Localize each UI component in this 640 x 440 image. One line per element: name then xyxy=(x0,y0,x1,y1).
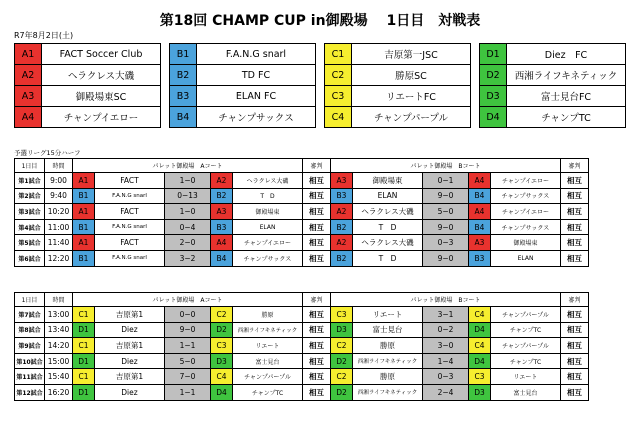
referee: 相互 xyxy=(303,353,331,369)
group-team: ELAN FC xyxy=(197,86,316,107)
team-name: F.A.N.G snarl xyxy=(95,250,165,266)
team-name: チャンプサックス xyxy=(491,188,561,204)
header-court-a: パレット御殿場 Aコート xyxy=(73,293,303,307)
match-time: 13:40 xyxy=(45,322,73,338)
team-code: A3 xyxy=(211,204,233,220)
group-team: 御殿場東SC xyxy=(42,86,161,107)
match-row xyxy=(15,250,589,266)
match-score: 9−0 xyxy=(423,250,469,266)
match-time: 16:20 xyxy=(45,384,73,400)
team-code: C3 xyxy=(469,369,491,385)
spacer xyxy=(316,107,325,128)
team-code: D2 xyxy=(211,322,233,338)
match-row xyxy=(15,235,589,251)
team-code: C1 xyxy=(73,338,95,354)
team-code: A3 xyxy=(331,173,353,189)
match-row xyxy=(15,384,589,400)
match-score: 9−0 xyxy=(423,219,469,235)
team-name: 富士見台 xyxy=(233,353,303,369)
group-row xyxy=(15,44,626,65)
team-name: ヘラクレス大磯 xyxy=(353,204,423,220)
group-team: チャンプサックス xyxy=(197,107,316,128)
team-name: FACT xyxy=(95,173,165,189)
team-name: ELAN xyxy=(233,219,303,235)
team-code: A1 xyxy=(73,173,95,189)
header-time: 時間 xyxy=(45,293,73,307)
team-name: F.A.N.G snarl xyxy=(95,219,165,235)
team-code: C1 xyxy=(73,369,95,385)
match-score: 0−4 xyxy=(165,219,211,235)
spacer xyxy=(161,44,170,65)
match-score: 3−2 xyxy=(165,250,211,266)
match-time: 11:40 xyxy=(45,235,73,251)
match-score: 9−0 xyxy=(423,188,469,204)
match-row xyxy=(15,353,589,369)
group-team: 勝原SC xyxy=(352,65,471,86)
group-table xyxy=(14,43,626,128)
group-code: A4 xyxy=(15,107,42,128)
team-code: D1 xyxy=(73,353,95,369)
team-name: チャンプサックス xyxy=(491,219,561,235)
team-code: C4 xyxy=(469,338,491,354)
referee: 相互 xyxy=(303,173,331,189)
referee: 相互 xyxy=(561,338,589,354)
team-name: ヘラクレス大磯 xyxy=(233,173,303,189)
team-name: 吉原第1 xyxy=(95,338,165,354)
header-day: 1日目 xyxy=(15,159,45,173)
match-score: 2−4 xyxy=(423,384,469,400)
team-code: D4 xyxy=(211,384,233,400)
format-note: 予選リーグ15分ハーフ xyxy=(14,149,81,157)
page-title: 第18回 CHAMP CUP in御殿場 1日目 対戦表 xyxy=(159,13,481,29)
team-name: 富士見台 xyxy=(491,384,561,400)
team-code: B3 xyxy=(331,188,353,204)
group-code: D1 xyxy=(480,44,507,65)
group-code: D2 xyxy=(480,65,507,86)
team-code: C2 xyxy=(331,338,353,354)
group-code: B4 xyxy=(170,107,197,128)
group-code: A1 xyxy=(15,44,42,65)
team-name: 御殿場東 xyxy=(233,204,303,220)
spacer xyxy=(471,107,480,128)
team-code: D3 xyxy=(331,322,353,338)
match-time: 9:00 xyxy=(45,173,73,189)
match-row xyxy=(15,338,589,354)
match-score: 7−0 xyxy=(165,369,211,385)
match-row xyxy=(15,204,589,220)
match-row xyxy=(15,322,589,338)
match-number: 第10試合 xyxy=(15,353,45,369)
team-code: D3 xyxy=(211,353,233,369)
group-team: チャンプイエロー xyxy=(42,107,161,128)
match-score: 9−0 xyxy=(165,322,211,338)
team-code: A4 xyxy=(211,235,233,251)
team-code: C4 xyxy=(469,307,491,323)
team-name: ヘラクレス大磯 xyxy=(353,235,423,251)
team-code: B2 xyxy=(331,250,353,266)
team-name: ELAN xyxy=(353,188,423,204)
header-referee: 審判 xyxy=(561,293,589,307)
team-code: B3 xyxy=(469,250,491,266)
team-name: 勝原 xyxy=(353,369,423,385)
schedule-body-2 xyxy=(15,293,589,401)
match-score: 3−0 xyxy=(423,338,469,354)
group-code: A2 xyxy=(15,65,42,86)
team-name: 西湘ライフキネティック xyxy=(233,322,303,338)
group-code: C1 xyxy=(325,44,352,65)
match-row xyxy=(15,173,589,189)
team-name: チャンプイエロー xyxy=(491,204,561,220)
referee: 相互 xyxy=(561,322,589,338)
group-team: チャンプTC xyxy=(507,107,626,128)
referee: 相互 xyxy=(561,353,589,369)
team-name: チャンプパープル xyxy=(491,307,561,323)
event-date: R7年8月2日(土) xyxy=(14,31,74,40)
team-code: C3 xyxy=(331,307,353,323)
team-name: 勝原 xyxy=(353,338,423,354)
referee: 相互 xyxy=(561,307,589,323)
referee: 相互 xyxy=(303,384,331,400)
match-time: 14:20 xyxy=(45,338,73,354)
header-referee: 審判 xyxy=(303,159,331,173)
header-referee: 審判 xyxy=(561,159,589,173)
team-name: 西湘ライフキネティック xyxy=(353,353,423,369)
referee: 相互 xyxy=(303,204,331,220)
group-code: C3 xyxy=(325,86,352,107)
header-court-b: パレット御殿場 Bコート xyxy=(331,293,561,307)
team-code: B4 xyxy=(469,219,491,235)
group-team: チャンプパープル xyxy=(352,107,471,128)
match-row xyxy=(15,307,589,323)
match-score: 0−2 xyxy=(423,322,469,338)
spacer xyxy=(316,86,325,107)
spacer xyxy=(316,65,325,86)
team-code: C1 xyxy=(73,307,95,323)
match-score: 0−3 xyxy=(423,235,469,251)
header-court-b: パレット御殿場 Bコート xyxy=(331,159,561,173)
team-name: F.A.N.G snarl xyxy=(95,188,165,204)
match-number: 第6試合 xyxy=(15,250,45,266)
team-code: A3 xyxy=(469,235,491,251)
team-name: 富士見台 xyxy=(353,322,423,338)
referee: 相互 xyxy=(561,204,589,220)
team-name: チャンプTC xyxy=(233,384,303,400)
group-code: B2 xyxy=(170,65,197,86)
schedule-header-row xyxy=(15,159,589,173)
referee: 相互 xyxy=(303,188,331,204)
team-code: A1 xyxy=(73,204,95,220)
referee: 相互 xyxy=(561,384,589,400)
team-code: B1 xyxy=(73,219,95,235)
match-score: 1−0 xyxy=(165,173,211,189)
team-code: D3 xyxy=(469,384,491,400)
group-team: 富士見台FC xyxy=(507,86,626,107)
group-row xyxy=(15,86,626,107)
team-code: D1 xyxy=(73,384,95,400)
match-number: 第4試合 xyxy=(15,219,45,235)
group-team: 吉原第一JSC xyxy=(352,44,471,65)
team-code: A1 xyxy=(73,235,95,251)
header-referee: 審判 xyxy=(303,293,331,307)
group-team: リエートFC xyxy=(352,86,471,107)
match-row xyxy=(15,369,589,385)
team-code: C3 xyxy=(211,338,233,354)
referee: 相互 xyxy=(561,188,589,204)
team-name: Diez xyxy=(95,353,165,369)
match-time: 9:40 xyxy=(45,188,73,204)
team-name: T D xyxy=(353,250,423,266)
match-score: 2−0 xyxy=(165,235,211,251)
match-time: 12:20 xyxy=(45,250,73,266)
spacer xyxy=(316,44,325,65)
team-name: T D xyxy=(353,219,423,235)
team-code: A2 xyxy=(331,235,353,251)
referee: 相互 xyxy=(303,235,331,251)
match-score: 1−0 xyxy=(165,204,211,220)
match-time: 10:20 xyxy=(45,204,73,220)
team-name: チャンプパープル xyxy=(233,369,303,385)
team-code: D1 xyxy=(73,322,95,338)
team-name: チャンプイエロー xyxy=(233,235,303,251)
referee: 相互 xyxy=(561,250,589,266)
team-code: D2 xyxy=(331,384,353,400)
team-name: 西湘ライフキネティック xyxy=(353,384,423,400)
referee: 相互 xyxy=(561,369,589,385)
match-number: 第1試合 xyxy=(15,173,45,189)
team-name: チャンプイエロー xyxy=(491,173,561,189)
schedule-body-1 xyxy=(15,159,589,267)
team-code: B3 xyxy=(211,219,233,235)
team-code: A4 xyxy=(469,204,491,220)
team-name: リエート xyxy=(353,307,423,323)
spacer xyxy=(161,65,170,86)
match-number: 第3試合 xyxy=(15,204,45,220)
team-name: FACT xyxy=(95,204,165,220)
group-code: D4 xyxy=(480,107,507,128)
match-score: 1−1 xyxy=(165,338,211,354)
match-score: 0−3 xyxy=(423,369,469,385)
match-time: 15:00 xyxy=(45,353,73,369)
team-code: C2 xyxy=(211,307,233,323)
group-team: TD FC xyxy=(197,65,316,86)
match-score: 1−4 xyxy=(423,353,469,369)
group-team: 西湘ライフキネティック xyxy=(507,65,626,86)
team-code: B2 xyxy=(331,219,353,235)
referee: 相互 xyxy=(303,219,331,235)
team-code: B4 xyxy=(211,250,233,266)
team-code: C2 xyxy=(331,369,353,385)
team-name: リエート xyxy=(491,369,561,385)
team-name: Diez xyxy=(95,384,165,400)
header-court-a: パレット御殿場 Aコート xyxy=(73,159,303,173)
match-score: 0−0 xyxy=(165,307,211,323)
match-score: 5−0 xyxy=(165,353,211,369)
spacer xyxy=(161,86,170,107)
group-team: Diez FC xyxy=(507,44,626,65)
group-code: C4 xyxy=(325,107,352,128)
team-name: FACT xyxy=(95,235,165,251)
spacer xyxy=(161,107,170,128)
team-code: A2 xyxy=(211,173,233,189)
match-number: 第5試合 xyxy=(15,235,45,251)
team-code: B2 xyxy=(211,188,233,204)
team-name: 勝原 xyxy=(233,307,303,323)
header-time: 時間 xyxy=(45,159,73,173)
team-name: 吉原第1 xyxy=(95,307,165,323)
schedule-header-row xyxy=(15,293,589,307)
team-name: リエート xyxy=(233,338,303,354)
team-code: A2 xyxy=(331,204,353,220)
group-team: F.A.N.G snarl xyxy=(197,44,316,65)
spacer xyxy=(471,44,480,65)
referee: 相互 xyxy=(303,250,331,266)
match-number: 第2試合 xyxy=(15,188,45,204)
team-code: B1 xyxy=(73,250,95,266)
team-name: チャンプサックス xyxy=(233,250,303,266)
match-row xyxy=(15,188,589,204)
team-name: 吉原第1 xyxy=(95,369,165,385)
referee: 相互 xyxy=(561,235,589,251)
team-name: 御殿場東 xyxy=(353,173,423,189)
match-number: 第9試合 xyxy=(15,338,45,354)
spacer xyxy=(471,65,480,86)
match-score: 3−1 xyxy=(423,307,469,323)
referee: 相互 xyxy=(303,369,331,385)
team-name: 御殿場東 xyxy=(491,235,561,251)
group-code: C2 xyxy=(325,65,352,86)
group-code: B1 xyxy=(170,44,197,65)
team-code: D4 xyxy=(469,322,491,338)
team-code: B4 xyxy=(469,188,491,204)
schedule-table-1 xyxy=(14,158,589,267)
group-code: A3 xyxy=(15,86,42,107)
group-row xyxy=(15,65,626,86)
team-code: D2 xyxy=(331,353,353,369)
match-score: 0−1 xyxy=(423,173,469,189)
match-time: 15:40 xyxy=(45,369,73,385)
spacer xyxy=(471,86,480,107)
match-number: 第7試合 xyxy=(15,307,45,323)
team-name: Diez xyxy=(95,322,165,338)
team-name: チャンプパープル xyxy=(491,338,561,354)
team-code: D4 xyxy=(469,353,491,369)
referee: 相互 xyxy=(561,219,589,235)
match-score: 0−13 xyxy=(165,188,211,204)
team-code: C4 xyxy=(211,369,233,385)
team-name: チャンプTC xyxy=(491,353,561,369)
match-score: 1−1 xyxy=(165,384,211,400)
group-team: FACT Soccer Club xyxy=(42,44,161,65)
referee: 相互 xyxy=(303,322,331,338)
referee: 相互 xyxy=(561,173,589,189)
schedule-table-2 xyxy=(14,292,589,401)
team-name: ELAN xyxy=(491,250,561,266)
match-row xyxy=(15,219,589,235)
team-code: B1 xyxy=(73,188,95,204)
match-number: 第11試合 xyxy=(15,369,45,385)
match-number: 第12試合 xyxy=(15,384,45,400)
group-row xyxy=(15,107,626,128)
referee: 相互 xyxy=(303,307,331,323)
group-code: D3 xyxy=(480,86,507,107)
team-name: T D xyxy=(233,188,303,204)
match-time: 11:00 xyxy=(45,219,73,235)
group-team: ヘラクレス大磯 xyxy=(42,65,161,86)
team-name: チャンプTC xyxy=(491,322,561,338)
group-code: B3 xyxy=(170,86,197,107)
match-score: 5−0 xyxy=(423,204,469,220)
match-time: 13:00 xyxy=(45,307,73,323)
match-number: 第8試合 xyxy=(15,322,45,338)
header-day: 1日目 xyxy=(15,293,45,307)
referee: 相互 xyxy=(303,338,331,354)
team-code: A4 xyxy=(469,173,491,189)
